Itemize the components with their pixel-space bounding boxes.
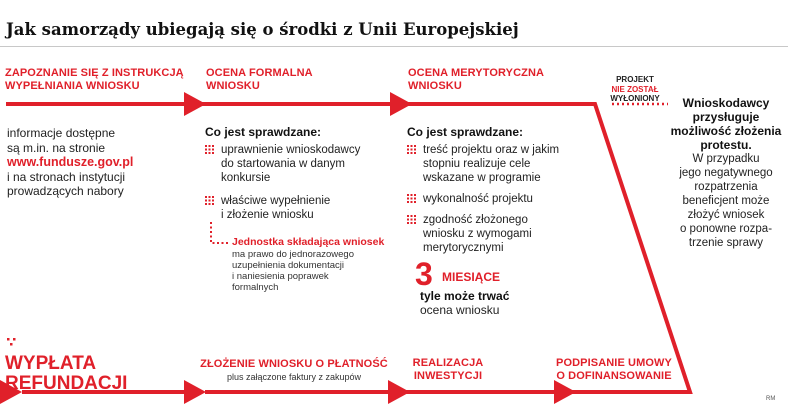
merit-item-1: treść projektu oraz w jakim stopniu realizuje cele wskazane w programie	[407, 143, 587, 185]
page-title: Jak samorządy ubiegają się o środki z Unii Europejskiej	[6, 20, 519, 39]
duration-text: MIESIĄCE	[442, 270, 501, 284]
arrow-head-5	[184, 380, 206, 404]
not-selected-label: PROJEKT NIE ZOSTAŁ WYŁONIONY	[610, 75, 660, 103]
arrow-head-1	[184, 92, 206, 116]
formal-dotted-connector	[211, 222, 229, 243]
step-ocena-merytoryczna: OCENA MERYTORYCZNA WNIOSKU	[408, 67, 545, 92]
duration-number: 3	[415, 256, 433, 292]
step-wyplata: WYPŁATA REFUNDACJI	[5, 353, 128, 394]
merit-item-3: zgodność złożonego wniosku z wymogami merytorycznymi	[407, 213, 587, 255]
dot-grid-bullet-icon	[407, 145, 416, 154]
fundusze-link: www.fundusze.gov.pl	[7, 155, 134, 169]
dot-grid-bullet-icon	[205, 196, 214, 205]
merit-item-2: wykonalność projektu	[407, 192, 587, 206]
dot-grid-bullet-icon	[407, 215, 416, 224]
arrow-head-4	[388, 380, 410, 404]
step-podpisanie: PODPISANIE UMOWY O DOFINANSOWANIE	[556, 357, 672, 382]
formal-checks: Co jest sprawdzane: uprawnienie wnioskodawcy do startowania w danym konkursie właściwe wypełnienie i złożenie wniosku	[205, 125, 390, 222]
arrow-head-3	[554, 380, 576, 404]
info-text: informacje dostępne są m.in. na stronie www.fundusze.gov.pl i na stronach instytucji prowadzących nabory	[7, 126, 134, 198]
dot-grid-bullet-icon	[407, 194, 416, 203]
formal-unit-note: Jednostka składająca wniosek ma prawo do jednorazowego uzupełnienia dokumentacji i naniesienia poprawek formalnych	[232, 236, 385, 293]
protest-note: Wnioskodawcy przysługuje możliwość złożenia protestu. W przypadku jego negatywnego rozpatrzenia beneficjent może złożyć wniosek o ponowne rozpa- trzenie sprawy	[670, 96, 782, 249]
step-realizacja: REALIZACJA INWESTYCJI	[412, 357, 484, 382]
step-zlozenie: ZŁOŻENIE WNIOSKU O PŁATNOŚĆ plus załączone faktury z zakupów	[200, 358, 388, 382]
formal-item-2: właściwe wypełnienie i złożenie wniosku	[205, 194, 390, 222]
step-ocena-formalna: OCENA FORMALNA WNIOSKU	[206, 67, 313, 92]
author-credit: RM	[766, 396, 776, 402]
sparkle-icon	[7, 338, 19, 348]
formal-item-1: uprawnienie wnioskodawcy do startowania w danym konkursie	[205, 143, 390, 185]
merit-checks: Co jest sprawdzane: treść projektu oraz w jakim stopniu realizuje cele wskazane w programie wykonalność projektu zgodność złożonego wniosku z wymogami merytorycznymi	[407, 125, 587, 255]
duration-caption: tyle może trwać ocena wniosku	[420, 289, 510, 317]
dot-grid-bullet-icon	[205, 145, 214, 154]
step-zapoznanie: ZAPOZNANIE SIĘ Z INSTRUKCJĄ WYPEŁNIANIA WNIOSKU	[5, 67, 184, 92]
arrow-head-2	[390, 92, 412, 116]
